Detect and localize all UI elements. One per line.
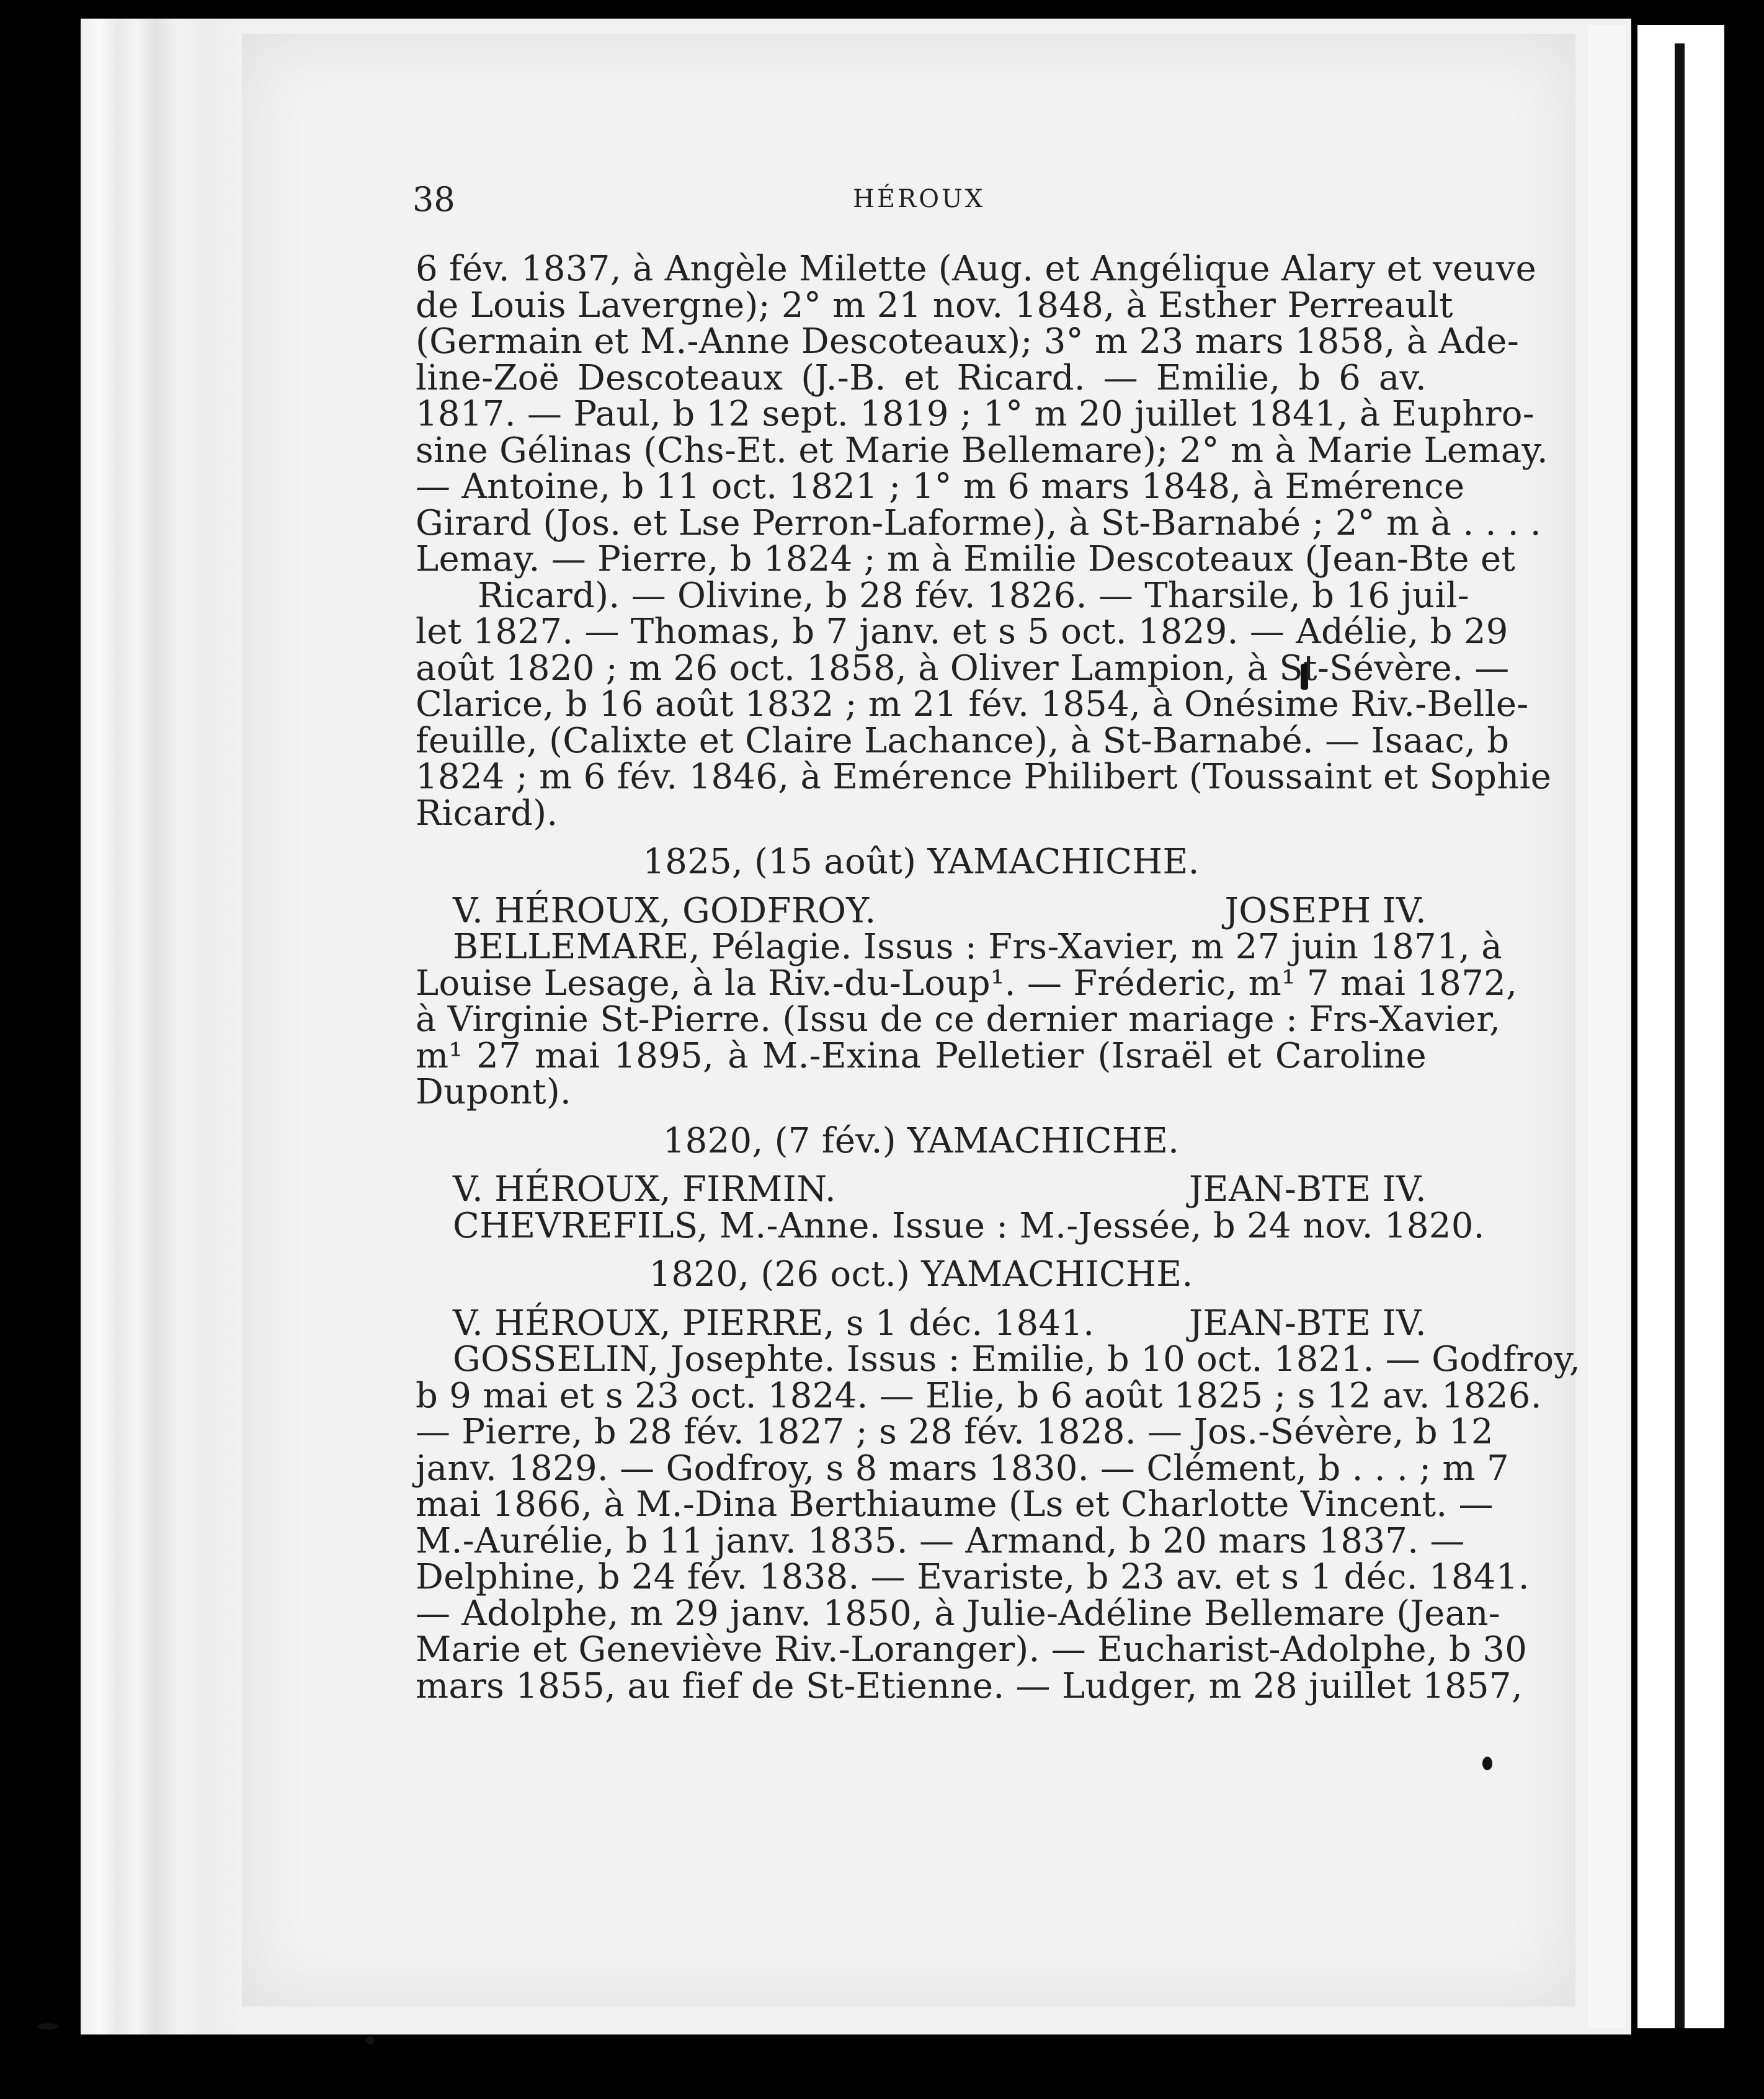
entry-heading: [416, 1169, 1427, 1210]
text-line: (Germain et M.-Anne Descoteaux); 3° m 23 mars 1858, à Ade-: [416, 321, 1520, 362]
text-line: — Pierre, b 28 fév. 1827 ; s 28 fév. 1828. — Jos.-Sévère, b 12: [416, 1412, 1494, 1452]
text-line: à Virginie St-Pierre. (Issu de ce dernier mariage : Frs-Xavier,: [416, 999, 1501, 1040]
text-line: CHEVREFILS, M.-Anne. Issue : M.-Jessée, b 24 nov. 1820.: [453, 1205, 1485, 1246]
text-line: Clarice, b 16 août 1832 ; m 21 fév. 1854, à Onésime Riv.-Belle-: [416, 684, 1529, 724]
text-line: let 1827. — Thomas, b 7 janv. et s 5 oct. 1829. — Adélie, b 29: [416, 612, 1508, 652]
entry-parent: JEAN-BTE IV.: [1188, 1169, 1427, 1210]
entry-date-heading: 1825, (15 août) YAMACHICHE.: [643, 842, 1200, 882]
entry-heading: [416, 1303, 1427, 1344]
text-line: Delphine, b 24 fév. 1838. — Evariste, b 23 av. et s 1 déc. 1841.: [416, 1557, 1530, 1597]
text-line: BELLEMARE, Pélagie. Issus : Frs-Xavier, m 27 juin 1871, à: [453, 927, 1502, 967]
text-line: — Antoine, b 11 oct. 1821 ; 1° m 6 mars 1848, à Emérence: [416, 466, 1465, 507]
text-line: Louise Lesage, à la Riv.-du-Loup¹. — Fréderic, m¹ 7 mai 1872,: [416, 963, 1518, 1004]
text-line: m¹ 27 mai 1895, à M.-Exina Pelletier (Israël et Caroline: [416, 1035, 1427, 1076]
text-line: 1817. — Paul, b 12 sept. 1819 ; 1° m 20 juillet 1841, à Euphro-: [416, 394, 1535, 434]
text-line: — Adolphe, m 29 janv. 1850, à Julie-Adéline Bellemare (Jean-: [416, 1593, 1500, 1634]
text-line: line-Zoë Descoteaux (J.-B. et Ricard. — Emilie, b 6 av.: [416, 357, 1427, 398]
text-line: mars 1855, au fief de St-Etienne. — Ludger, m 28 juillet 1857,: [416, 1665, 1523, 1706]
text-line: Lemay. — Pierre, b 1824 ; m à Emilie Descoteaux (Jean-Bte et: [416, 539, 1516, 579]
text-line: M.-Aurélie, b 11 janv. 1835. — Armand, b 20 mars 1837. —: [416, 1520, 1465, 1561]
entry-parent: JOSEPH IV.: [1224, 890, 1427, 931]
text-line: janv. 1829. — Godfroy, s 8 mars 1830. — Clément, b . . . ; m 7: [416, 1448, 1509, 1489]
running-head: HÉROUX: [853, 185, 986, 213]
entry-date-heading: 1820, (7 fév.) YAMACHICHE.: [662, 1120, 1180, 1161]
dust-speck: [37, 2023, 58, 2030]
text-line: Ricard). — Olivine, b 28 fév. 1826. — Tharsile, b 16 juil-: [478, 575, 1470, 616]
text-line: GOSSELIN, Josephte. Issus : Emilie, b 10 oct. 1821. — Godfroy,: [453, 1339, 1581, 1379]
text-line: 1824 ; m 6 fév. 1846, à Emérence Philibert (Toussaint et Sophie: [416, 757, 1552, 797]
text-line: Marie et Geneviève Riv.-Loranger). — Eucharist-Adolphe, b 30: [416, 1629, 1528, 1670]
text-line: août 1820 ; m 26 oct. 1858, à Oliver Lampion, à St-Sévère. —: [416, 648, 1510, 689]
text-line: de Louis Lavergne); 2° m 21 nov. 1848, à Esther Perreault: [416, 285, 1453, 326]
dust-speck: [1482, 1757, 1492, 1770]
entry-parent: JEAN-BTE IV.: [1188, 1303, 1427, 1344]
text-line: mai 1866, à M.-Dina Berthiaume (Ls et Charlotte Vincent. —: [416, 1484, 1494, 1525]
text-line: b 9 mai et s 23 oct. 1824. — Elie, b 6 août 1825 ; s 12 av. 1826.: [416, 1375, 1542, 1416]
entry-name: V. HÉROUX, PIERRE, s 1 déc. 1841.: [453, 1303, 1095, 1344]
dust-speck: [366, 2036, 375, 2044]
page-number: 38: [412, 180, 455, 219]
page-fore-edge: [1588, 25, 1625, 2028]
text-line: sine Gélinas (Chs-Et. et Marie Bellemare); 2° m à Marie Lemay.: [416, 430, 1548, 471]
text-line: 6 fév. 1837, à Angèle Milette (Aug. et Angélique Alary et veuve: [416, 249, 1537, 289]
entry-name: V. HÉROUX, GODFROY.: [453, 890, 876, 931]
entry-name: V. HÉROUX, FIRMIN.: [453, 1169, 836, 1210]
text-line: feuille, (Calixte et Claire Lachance), à St-Barnabé. — Isaac, b: [416, 720, 1510, 761]
entry-date-heading: 1820, (26 oct.) YAMACHICHE.: [649, 1254, 1193, 1295]
text-line: Girard (Jos. et Lse Perron-Laforme), à St-Barnabé ; 2° m à . . . .: [416, 502, 1542, 543]
text-line: Dupont).: [416, 1072, 572, 1112]
entry-heading: [416, 890, 1427, 931]
scan-edge-line: [1675, 43, 1685, 2028]
page-body: [416, 249, 1581, 1706]
text-line: Ricard).: [416, 793, 558, 834]
